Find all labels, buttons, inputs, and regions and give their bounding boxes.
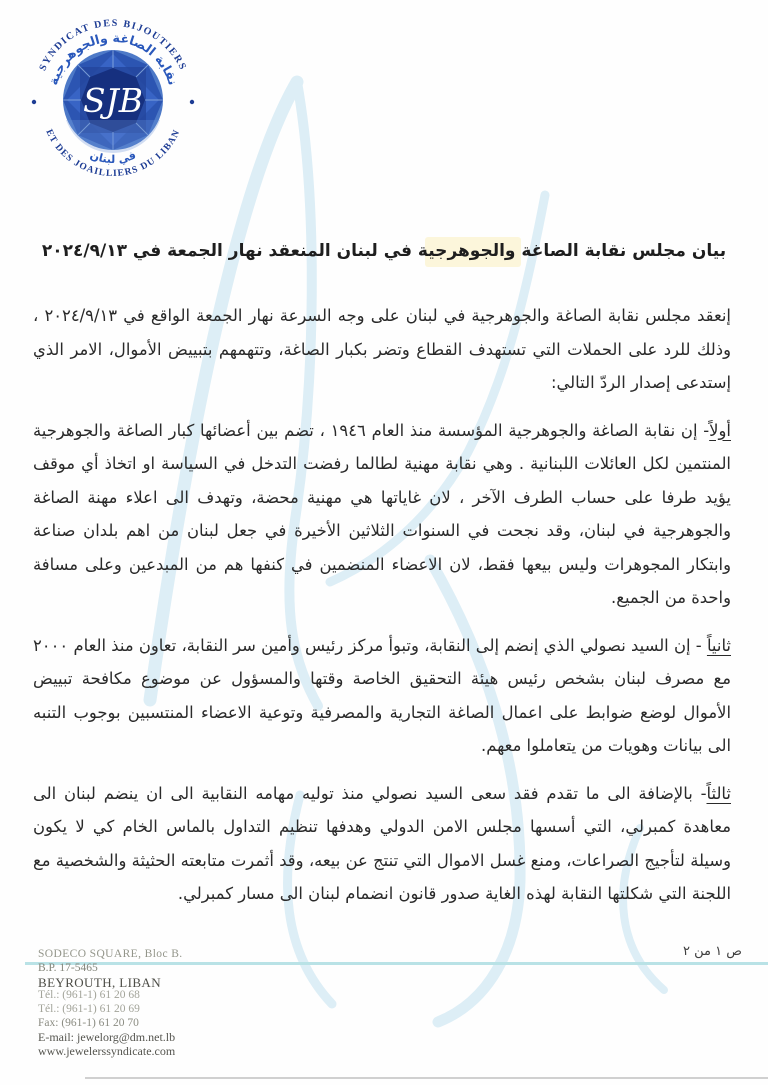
footer-tel-1: Tél.: (961-1) 61 20 68 [38,989,140,1002]
monogram-text: SJB [82,81,144,120]
clause-third-lead: ثالثاً [706,783,731,803]
footer-fax: Fax: (961-1) 61 20 70 [38,1016,139,1029]
seal-dot-right-icon [190,100,194,104]
footer-contact [38,948,183,1058]
logo-arc-bottom-arabic: في لبنان [88,148,138,167]
clause-second [33,629,731,763]
clause-third [33,777,731,911]
statement-body [33,299,731,925]
intro-paragraph: إنعقد مجلس نقابة الصاغة والجوهرجية في لبنان على وجه السرعة نهار الجمعة الواقع في ٢٠٢٤/٩/١٣ ، وذلك للرد على الحملات التي تستهدف القطاع وتضر بكبار الصاغة، وتتهمهم بتبييض الأموال، الامر الذي إستدعى إصدار الردّ التالي: [33,306,731,392]
scan-edge-line [85,1077,768,1079]
page-indicator: ص ١ من ٢ [683,944,742,959]
logo-arc-top-arabic: نقابة الصاغة والجوهرجية [45,29,181,87]
logo-arc-top-french: SYNDICAT DES BIJOUTIERS [37,17,189,73]
clause-second-lead: ثانياً [706,635,731,655]
footer-address-line: SODECO SQUARE, Bloc B. [38,948,183,960]
clause-first-text: - إن نقابة الصاغة والجوهرجية المؤسسة منذ العام ١٩٤٦ ، تضم بين أعضائها كبار الصاغة والجوهرجية المنتمين لكل العائلات اللبنانية . وهي نقابة مهنية لطالما رفضت التدخل في السياسة او اتخاذ أي موقف يؤيد طرفا على حساب الطرف الآخر ، لان غاياتها هي مهنية محضة، وتهدف الى اعلاء مهنة الصاغة والجوهرجية في لبنان، وقد نجحت في السنوات الثلاثين الأخيرة في جعل لبنان من اهم بلدان صناعة وابتكار المجوهرات وليس بيعها فقط، لان الاعضاء المنضمين في كنفها هم من المبدعين وعلى مسافة واحدة من الجميع. [33,420,731,607]
logo-arc-bottom-french: ET DES JOAILLIERS DU LIBAN [43,128,183,180]
footer-city: BEYROUTH, LIBAN [38,974,161,990]
syndicate-logo [28,12,198,182]
clause-second-text: - إن السيد نصولي الذي إنضم إلى النقابة، وتبوأ مركز رئيس وأمين سر النقابة، تعاون منذ العام ٢٠٠٠ مع مصرف لبنان بشخص رئيس هيئة التحقيق الخاصة وقتها والمسؤول عن موضوع مكافحة تبييض الأموال لوضع ضوابط على اعمال الصاغة التجارية والمصرفية وتوعية الاعضاء المنتسبين بوجوب التنبه الى بيانات وهويات من يتعاملوا معهم. [33,635,731,755]
clause-third-text: - بالإضافة الى ما تقدم فقد سعى السيد نصولي منذ توليه مهامه النقابية الى ان ينضم لبنان الى معاهدة كمبرلي، التي أسسها مجلس الامن الدولي وهدفها تنظيم التداول بالماس الخام كي لا يكون وسيلة لتأجيج الصراعات، ومنع غسل الاموال التي تنتج عن بيعه، وقد أثمرت متابعته الحثيثة والشخصية مع اللجنة التي شكلتها النقابة لهذه الغاية صدور قانون انضمام لبنان الى مسار كمبرلي. [33,783,731,903]
clause-first-lead: أولاً [709,420,731,440]
footer-email: E-mail: jewelorg@dm.net.lb [38,1029,176,1044]
footer-po-box: B.P. 17-5465 [38,961,98,974]
footer-tel-2: Tél.: (961-1) 61 20 69 [38,1003,140,1016]
clause-first [33,414,731,615]
syndicate-seal-icon [28,12,198,182]
footer-website: www.jewelerssyndicate.com [38,1043,176,1058]
statement-title: بيان مجلس نقابة الصاغة والجوهرجية في لبنان المنعقد نهار الجمعة في ٢٠٢٤/٩/١٣ [41,241,727,261]
seal-dot-left-icon [32,100,36,104]
